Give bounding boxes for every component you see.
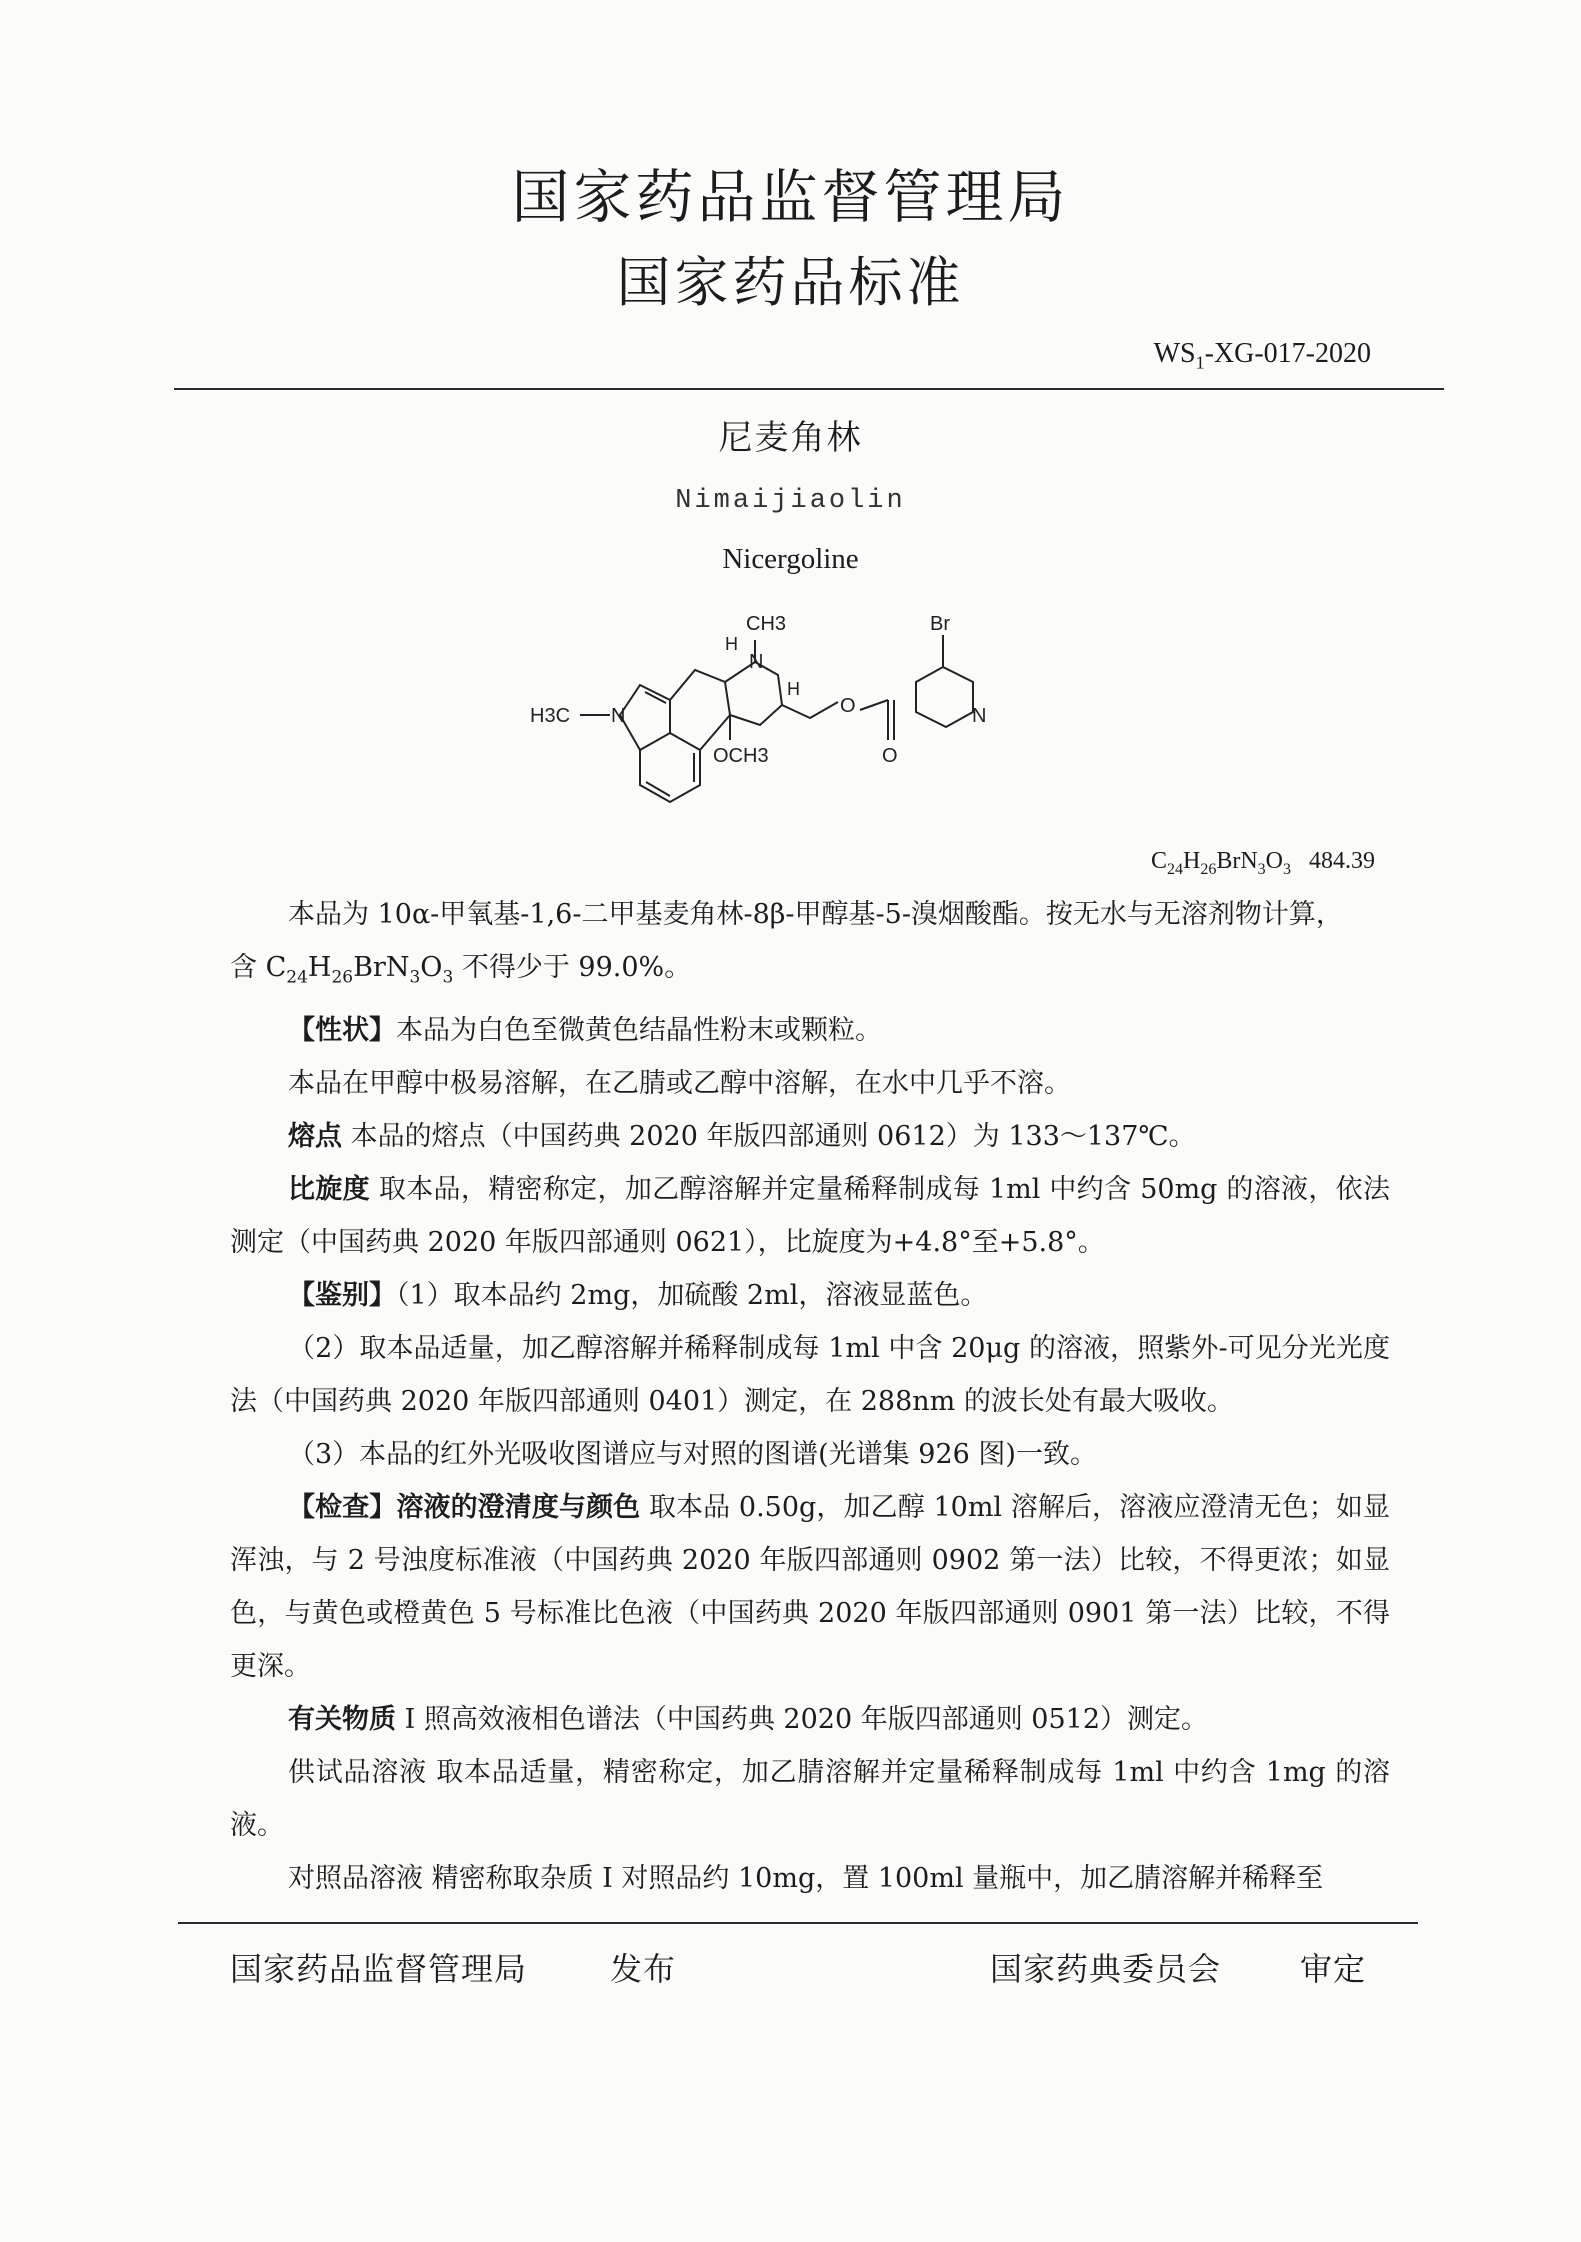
- description-paragraph: 【性状】本品为白色至微黄色结晶性粉末或颗粒。: [288, 1015, 882, 1047]
- related-substances-paragraph: 有关物质 Ⅰ 照高效液相色谱法（中国药典 2020 年版四部通则 0512）测定。: [288, 1704, 1209, 1736]
- molecular-formula-line: [1151, 848, 1375, 879]
- specific-rotation-paragraph: 比旋度 取本品，精密称定，加乙醇溶解并定量稀释制成每 1ml 中约含 50mg 的溶液，依法测定（中国药典 2020 年版四部通则 0621），比旋度为+4.8°至+5.8°。: [230, 1174, 1390, 1259]
- label-o-ester: O: [840, 695, 856, 717]
- section-label-rongdian: 熔点: [288, 1121, 342, 1153]
- label-n-indole: N: [611, 705, 626, 727]
- subsection-label-clarity: 溶液的澄清度与颜色: [396, 1492, 641, 1524]
- identification-2-paragraph: （2）取本品适量，加乙醇溶解并稀释制成每 1ml 中含 20μg 的溶液，照紫外-可见分光光度法（中国药典 2020 年版四部通则 0401）测定，在 288nm 的波长处有最大吸收。: [230, 1333, 1390, 1418]
- solubility-paragraph: 本品在甲醇中极易溶解，在乙腈或乙醇中溶解，在水中几乎不溶。: [288, 1068, 1071, 1100]
- standard-code-suffix: -XG-017-2020: [1204, 338, 1371, 369]
- test-solution-paragraph: 供试品溶液 取本品适量，精密称定，加乙腈溶解并定量稀释制成每 1ml 中约含 1mg 的溶液。: [230, 1757, 1390, 1842]
- melting-point-paragraph: 熔点 本品的熔点（中国药典 2020 年版四部通则 0612）为 133～137℃。: [288, 1121, 1196, 1153]
- drug-pinyin-name: Nimaijiaolin: [675, 486, 906, 516]
- footer-review-label: 审定: [1300, 1950, 1367, 1988]
- label-o-carbonyl: O: [882, 745, 898, 767]
- footer-divider: [178, 1922, 1418, 1924]
- benzene-ring: [640, 733, 700, 802]
- identification-3-paragraph: （3）本品的红外光吸收图谱应与对照的图谱(光谱集 926 图)一致。: [288, 1439, 1097, 1471]
- label-h-top: H: [725, 634, 738, 654]
- label-h3c: H3C: [530, 705, 571, 727]
- section-label-jiancha: 【检查】: [288, 1492, 397, 1524]
- label-ch3-top: CH3: [746, 613, 787, 635]
- section-label-jianbie: 【鉴别】: [288, 1280, 396, 1312]
- molecular-weight: 484.39: [1309, 848, 1375, 874]
- definition-content-line: 含 $C_{24}H_{26}BrN_3O_3$ 不得少于 99.0%。: [230, 952, 692, 988]
- standard-code-sub: 1: [1195, 352, 1205, 373]
- section-label-youguan: 有关物质: [288, 1704, 396, 1736]
- monograph-body: [230, 888, 1390, 1905]
- content-formula: $C_{24}H_{26}BrN_3O_3$: [265, 952, 454, 988]
- drug-english-name: Nicergoline: [722, 543, 859, 575]
- label-h-right: H: [787, 679, 800, 699]
- footer-issuer: 国家药品监督管理局: [230, 1950, 528, 1988]
- definition-paragraph: 本品为 10α-甲氧基-1,6-二甲基麦角林-8β-甲醇基-5-溴烟酸酯。按无水与无溶剂物计算，: [288, 899, 1343, 930]
- identification-1-paragraph: 【鉴别】（1）取本品约 2mg，加硫酸 2ml，溶液显蓝色。: [288, 1280, 988, 1312]
- pyridine-ring: [916, 667, 973, 727]
- drug-chinese-name: 尼麦角林: [718, 418, 863, 458]
- section-label-xingzhuang: 【性状】: [288, 1015, 396, 1047]
- pyrrole-ring: [620, 685, 670, 750]
- standard-code-prefix: WS: [1153, 338, 1196, 369]
- label-n-pyridine: N: [972, 705, 987, 727]
- agency-title: 国家药品监督管理局: [511, 163, 1070, 231]
- footer-issue-label: 发布: [610, 1950, 677, 1988]
- header-divider: [174, 388, 1444, 390]
- footer-reviewer: 国家药典委员会: [990, 1950, 1222, 1988]
- reference-solution-paragraph: 对照品溶液 精密称取杂质 I 对照品约 10mg，置 100ml 量瓶中，加乙腈溶解并稀释至: [288, 1863, 1324, 1895]
- tests-paragraph: 【检查】溶液的澄清度与颜色 取本品 0.50g，加乙醇 10ml 溶解后，溶液应澄清无色；如显浑浊，与 2 号浊度标准液（中国药典 2020 年版四部通则 0902 第一法）比较，不得更浓；如显色，与黄色或橙黄色 5 号标准比色液（中国药典 2020 年版四部通则 0901 第一法）比较，不得更深。: [230, 1492, 1391, 1683]
- label-n-ring: N: [749, 651, 764, 673]
- label-och3: OCH3: [713, 745, 769, 767]
- standard-code: [1154, 338, 1371, 374]
- molecular-formula: $C_{24}H_{26}BrN_3O_3$: [1150, 848, 1291, 878]
- label-br: Br: [930, 613, 950, 635]
- standard-title: 国家药品标准: [616, 251, 965, 314]
- chemical-structure-diagram: [520, 600, 1140, 830]
- section-label-bixuan: 比旋度: [288, 1174, 370, 1206]
